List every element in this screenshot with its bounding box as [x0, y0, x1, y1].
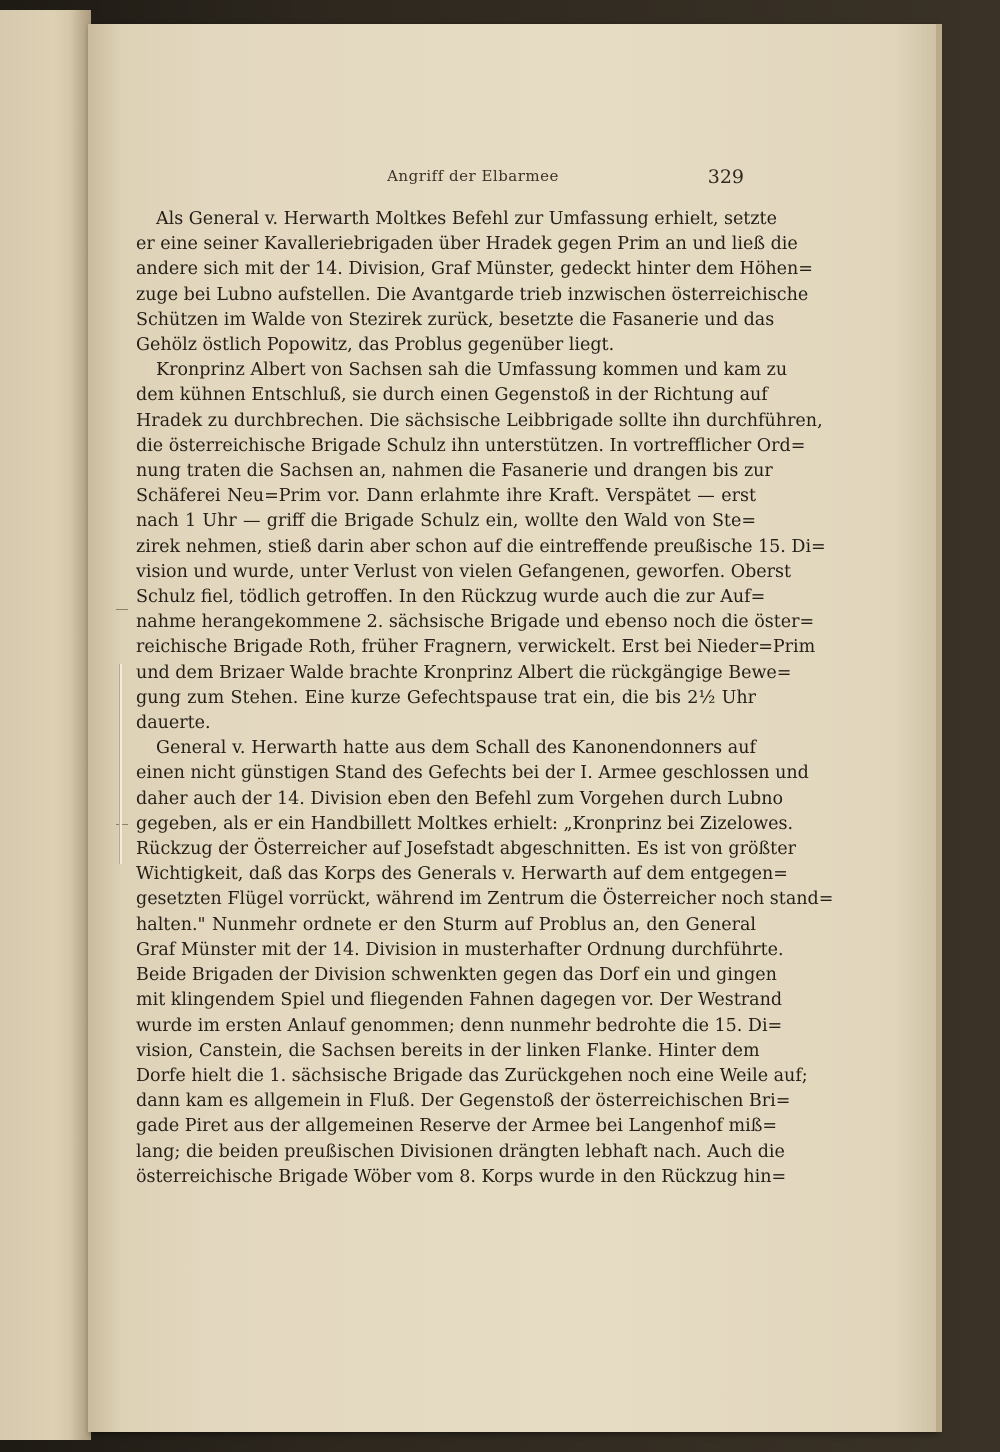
text-line: gegeben, als er ein Handbillett Moltkes erhielt: „Kronprinz bei Zizelowes.: [136, 813, 794, 834]
text-line: Gehölz östlich Popowitz, das Problus gegenüber liegt.: [136, 335, 615, 356]
gutter-shadow: [70, 10, 90, 1440]
text-line: vision und wurde, unter Verlust von vielen Gefangenen, geworfen. Oberst: [136, 561, 792, 582]
text-line: andere sich mit der 14. Division, Graf Münster, gedeckt hinter dem Höhen=: [136, 259, 813, 280]
text-line: gesetzten Flügel vorrückt, während im Zentrum die Österreicher noch stand=: [136, 889, 834, 910]
text-line: gung zum Stehen. Eine kurze Gefechtspause trat ein, die bis 2½ Uhr: [136, 687, 756, 708]
text-line: zuge bei Lubno aufstellen. Die Avantgarde trieb inzwischen österreichische: [136, 284, 809, 305]
text-line: die österreichische Brigade Schulz ihn unterstützen. In vortrefflicher Ord=: [136, 435, 806, 456]
text-line: Dorfe hielt die 1. sächsische Brigade das Zurückgehen noch eine Weile auf;: [136, 1065, 808, 1086]
page-crease: [119, 664, 122, 864]
text-line: halten." Nunmehr ordnete er den Sturm auf Problus an, den General: [136, 914, 756, 935]
text-line: Graf Münster mit der 14. Division in musterhafter Ordnung durchführte.: [136, 939, 784, 960]
text-line: General v. Herwarth hatte aus dem Schall des Kanonendonners auf: [156, 738, 756, 759]
page-header: [88, 156, 936, 186]
text-line: Als General v. Herwarth Moltkes Befehl zur Umfassung erhielt, setzte: [156, 209, 777, 229]
text-line: österreichische Brigade Wöber vom 8. Korps wurde in den Rückzug hin=: [136, 1166, 787, 1187]
book-page: [88, 24, 936, 1432]
text-line: er eine seiner Kavalleriebrigaden über Hradek gegen Prim an und ließ die: [136, 234, 798, 255]
text-line: vision, Canstein, die Sachsen bereits in der linken Flanke. Hinter dem: [136, 1040, 760, 1061]
page-edge: [936, 24, 942, 1432]
text-line: Kronprinz Albert von Sachsen sah die Umfassung kommen und kam zu: [156, 360, 788, 381]
text-line: Schützen im Walde von Stezirek zurück, besetzte die Fasanerie und das: [136, 309, 775, 330]
body-text: [136, 207, 834, 1190]
text-line: mit klingendem Spiel und fliegenden Fahnen dagegen vor. Der Westrand: [136, 990, 783, 1011]
text-line: dann kam es allgemein in Fluß. Der Gegenstoß der österreichischen Bri=: [136, 1091, 791, 1112]
text-line: Schulz fiel, tödlich getroffen. In den Rückzug wurde auch die zur Auf=: [136, 587, 766, 608]
text-line: Wichtigkeit, daß das Korps des Generals v. Herwarth auf dem entgegen=: [136, 864, 788, 885]
text-line: und dem Brizaer Walde brachte Kronprinz Albert die rückgängige Bewe=: [136, 662, 792, 683]
text-line: einen nicht günstigen Stand des Gefechts bei der I. Armee geschlossen und: [136, 763, 809, 784]
facing-page-edge: [0, 10, 91, 1440]
text-line: nung traten die Sachsen an, nahmen die Fasanerie und drangen bis zur: [136, 461, 773, 482]
page-number: 329: [707, 166, 744, 188]
text-line: Beide Brigaden der Division schwenkten gegen das Dorf ein und gingen: [136, 965, 777, 986]
text-line: wurde im ersten Anlauf genommen; denn nunmehr bedrohte die 15. Di=: [136, 1015, 783, 1036]
text-line: dem kühnen Entschluß, sie durch einen Gegenstoß in der Richtung auf: [136, 385, 768, 406]
margin-mark: [116, 824, 128, 825]
text-line: lang; die beiden preußischen Divisionen drängten lebhaft nach. Auch die: [136, 1141, 785, 1162]
text-line: reichische Brigade Roth, früher Fragnern, verwickelt. Erst bei Nieder=Prim: [136, 637, 816, 658]
text-line: gade Piret aus der allgemeinen Reserve der Armee bei Langenhof miß=: [136, 1116, 778, 1137]
text-line: nach 1 Uhr — griff die Brigade Schulz ein, wollte den Wald von Ste=: [136, 511, 756, 532]
text-line: Hradek zu durchbrechen. Die sächsische Leibbrigade sollte ihn durchführen,: [136, 410, 823, 431]
text-line: dauerte.: [136, 713, 211, 734]
text-line: Schäferei Neu=Prim vor. Dann erlahmte ihre Kraft. Verspätet — erst: [136, 486, 756, 507]
text-line: Rückzug der Österreicher auf Josefstadt abgeschnitten. Es ist von größter: [136, 839, 796, 860]
running-head: Angriff der Elbarmee: [387, 167, 559, 185]
text-line: daher auch der 14. Division eben den Befehl zum Vorgehen durch Lubno: [136, 788, 784, 809]
text-line: zirek nehmen, stieß darin aber schon auf die eintreffende preußische 15. Di=: [136, 536, 826, 557]
margin-mark: [116, 609, 128, 610]
text-line: nahme herangekommene 2. sächsische Brigade und ebenso noch die öster=: [136, 612, 815, 633]
